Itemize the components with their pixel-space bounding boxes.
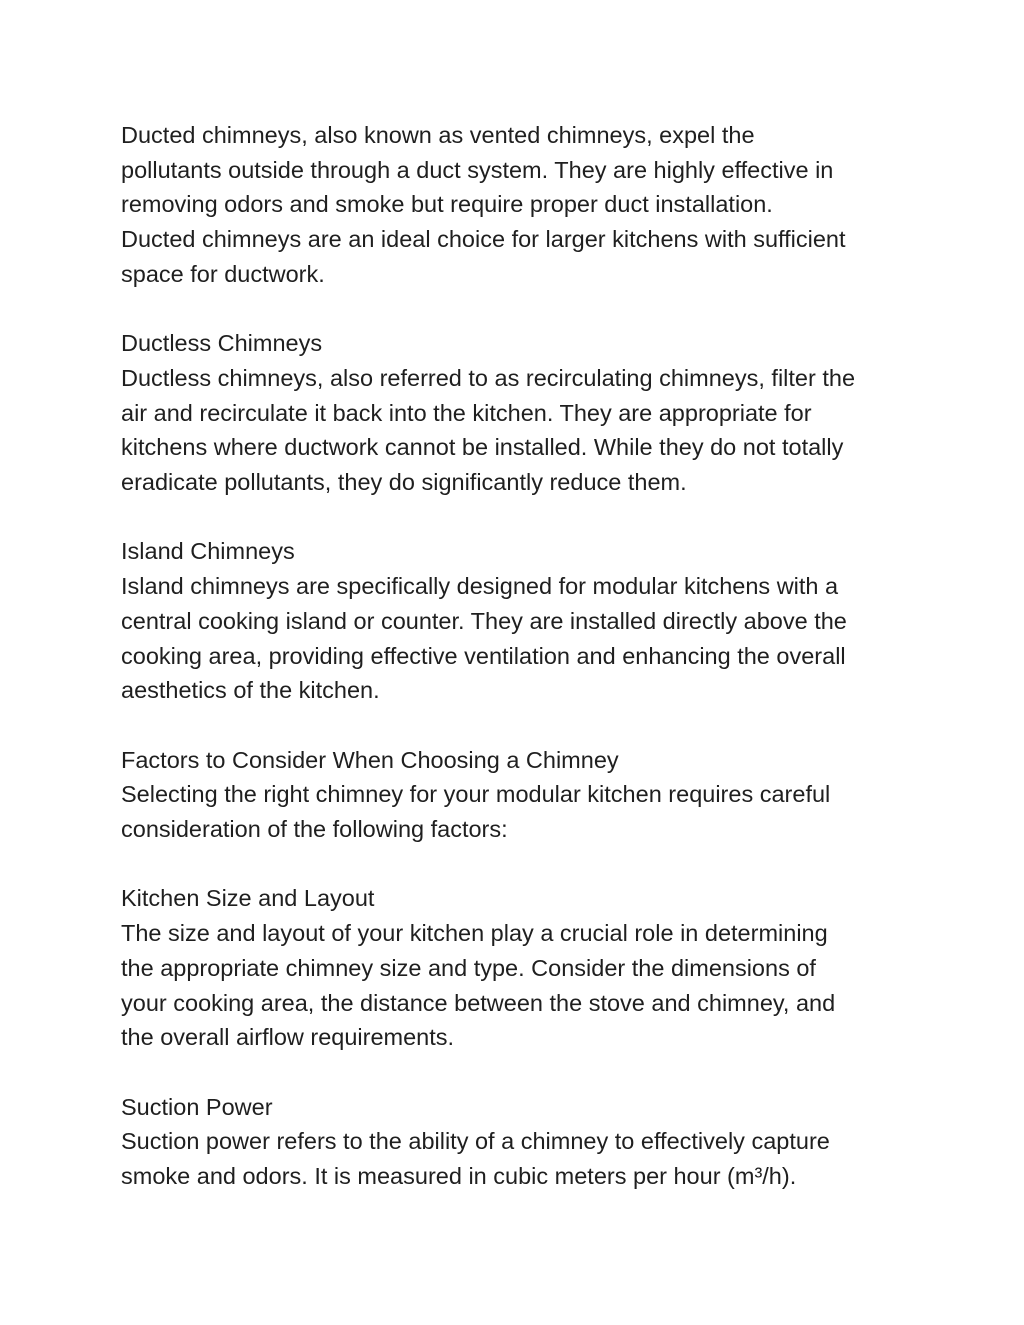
section-body-kitchen-size: The size and layout of your kitchen play a crucial role in determining the appropriate chimney size and type. Consider the dimensions of your cooking area, the distance between the stove and chimney, and the overall airflow requirements. — [121, 920, 836, 1051]
section-body-ductless: Ductless chimneys, also referred to as recirculating chimneys, filter the air and recirculate it back into the kitchen. They are appropriate for kitchens where ductwork cannot be installed. While they do not totally eradicate pollutants, they do significantly reduce them. — [121, 364, 856, 496]
paragraph-spacer — [121, 708, 921, 743]
document-page — [121, 118, 921, 1194]
section-heading-island: Island Chimneys — [121, 538, 295, 565]
section-heading-factors: Factors to Consider When Choosing a Chimney — [121, 746, 619, 773]
section-body-suction-power: Suction power refers to the ability of a chimney to effectively capture smoke and odors. It is measured in cubic meters per hour (m³/h). — [121, 1128, 830, 1190]
paragraph-spacer — [121, 847, 921, 882]
section-heading-ductless: Ductless Chimneys — [121, 330, 323, 357]
section-body-factors: Selecting the right chimney for your modular kitchen requires careful consideration of the following factors: — [121, 781, 831, 843]
section-body-island: Island chimneys are specifically designed for modular kitchens with a central cooking island or counter. They are installed directly above the cooking area, providing effective ventilation and enhancing the overall aesthetics of the kitchen. — [121, 573, 847, 704]
paragraph-spacer — [121, 500, 921, 535]
section-heading-kitchen-size: Kitchen Size and Layout — [121, 885, 375, 912]
paragraph-spacer — [121, 292, 921, 327]
section-heading-suction-power: Suction Power — [121, 1093, 273, 1120]
paragraph-spacer — [121, 1055, 921, 1090]
intro-paragraph: Ducted chimneys, also known as vented chimneys, expel the pollutants outside through a duct system. They are highly effective in removing odors and smoke but require proper duct installation. Ducted chimneys are an ideal choice for larger kitchens with sufficient space for ductwork. — [121, 122, 846, 287]
